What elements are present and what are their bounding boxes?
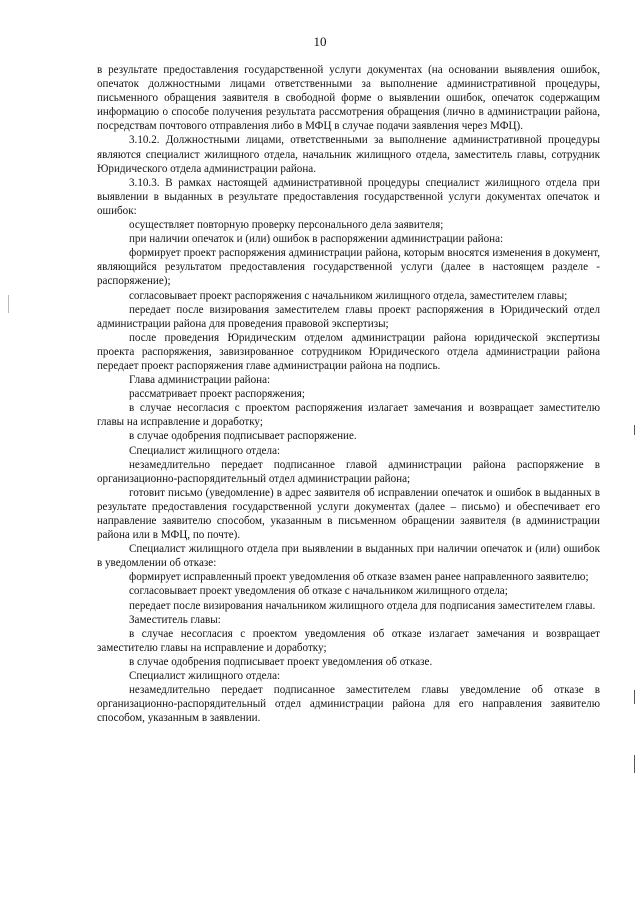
paragraph: при наличии опечаток и (или) ошибок в распоряжении администрации района: (129, 233, 504, 246)
page-number: 10 (313, 34, 327, 49)
paragraph: формирует исправленный проект уведомления об отказе взамен ранее направленного заявителю; (129, 571, 589, 584)
scan-mark (8, 295, 9, 313)
paragraph: передает после визирования заместителем главы проект распоряжения в Юридический отдел администрации района для проведения правовой экспертизы; (97, 303, 600, 330)
paragraph: после проведения Юридическим отделом администрации района юридической экспертизы проекта распоряжения, завизированное сотрудником Юридического отдела администрации района передает проект распоряжения главе администрации района на подпись. (97, 331, 600, 372)
paragraph: 3.10.3. В рамках настоящей административной процедуры специалист жилищного отдела при выявлении в выданных в результате предоставления государственной услуги документах опечаток и ошибок: (97, 176, 600, 217)
paragraph: в случае одобрения подписывает проект уведомления об отказе. (129, 655, 433, 668)
paragraph: 3.10.2. Должностными лицами, ответственными за выполнение административной процедуры являются специалист жилищного отдела, начальник жилищного отдела, заместитель главы, сотрудник Юридического отдела администрации района. (97, 134, 600, 175)
document-body (97, 63, 600, 725)
paragraph: Глава администрации района: (129, 374, 271, 387)
scan-mark (634, 690, 635, 704)
paragraph: передает после визирования начальником жилищного отдела для подписания заместителем главы. (129, 599, 596, 612)
paragraph: рассматривает проект распоряжения; (129, 388, 305, 401)
paragraph: согласовывает проект уведомления об отказе с начальником жилищного отдела; (129, 585, 508, 598)
paragraph: в результате предоставления государственной услуги документах (на основании выявления ошибок, опечаток должностными лицами ответственными за выполнение административной процедуры, письменного обращения заявителя в свободной форме о выявлении ошибок, опечаток содержащим информацию о способе получения результата рассмотрения обращения (лично в администрации района, посредствам почтового отправления либо в МФЦ в случае подачи заявления через МФЦ). (97, 64, 600, 133)
paragraph: Заместитель главы: (129, 613, 221, 626)
paragraph: в случае несогласия с проектом распоряжения излагает замечания и возвращает заместителю главы на исправление и доработку; (97, 402, 600, 429)
paragraph: Специалист жилищного отдела: (129, 444, 281, 457)
scan-mark (634, 755, 635, 773)
paragraph: в случае несогласия с проектом уведомления об отказе излагает замечания и возвращает заместителю главы на исправление и доработку; (97, 627, 600, 654)
paragraph: Специалист жилищного отдела: (129, 670, 281, 683)
scan-mark (634, 425, 635, 435)
paragraph: незамедлительно передает подписанное заместителем главы уведомление об отказе в организационно-распорядительный отдел администрации района для его направления заявителю способом, указанным в заявлении. (97, 684, 600, 725)
paragraph: согласовывает проект распоряжения с начальником жилищного отдела, заместителем главы; (129, 289, 568, 302)
paragraph: осуществляет повторную проверку персонального дела заявителя; (129, 219, 444, 232)
paragraph: незамедлительно передает подписанное главой администрации района распоряжение в организационно-распорядительный отдел администрации района; (97, 458, 600, 485)
paragraph: формирует проект распоряжения администрации района, которым вносятся изменения в документ, являющийся результатом предоставления государственной услуги (далее в настоящем разделе - распоряжение); (97, 247, 600, 288)
paragraph: в случае одобрения подписывает распоряжение. (129, 430, 357, 443)
paragraph: готовит письмо (уведомление) в адрес заявителя об исправлении опечаток и ошибок в выданных в результате предоставления государственной услуги документах (далее – письмо) и обеспечивает его направление заявителю способом, указанным в письменном обращении заявителя (в администрации района или в МФЦ, по почте). (97, 486, 600, 542)
paragraph: Специалист жилищного отдела при выявлении в выданных при наличии опечаток и (или) ошибок в уведомлении об отказе: (97, 543, 600, 570)
